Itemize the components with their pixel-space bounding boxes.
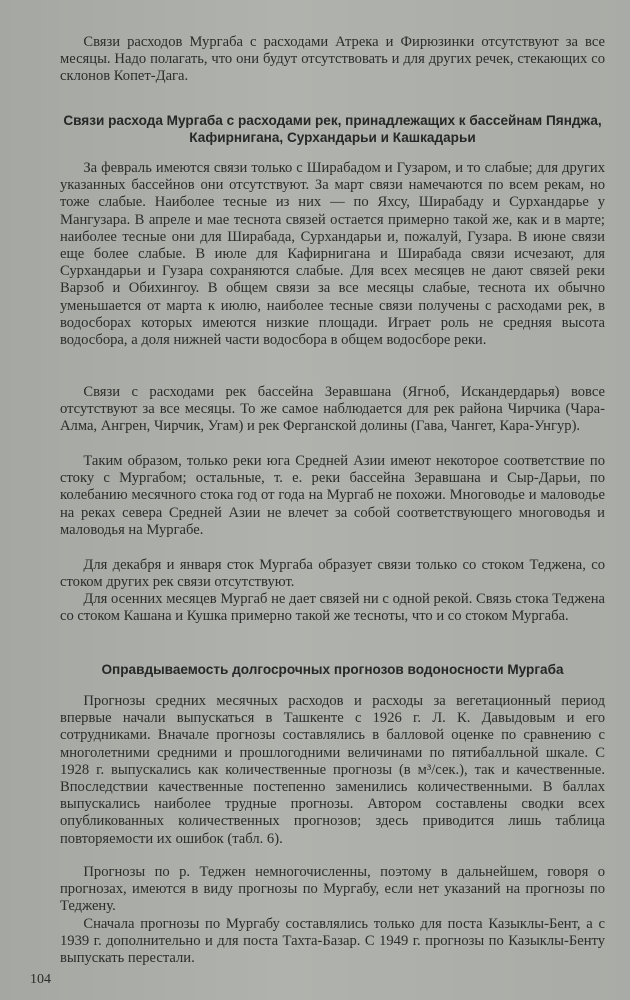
paragraph: Для декабря и января сток Мургаба образует связи только со стоком Теджена, со стоком других рек связи отсутствуют. xyxy=(60,557,605,591)
section-heading-river-connections: Связи расхода Мургаба с расходами рек, принадлежащих к бассейнам Пянджа, Кафирнигана, Сурхандарьи и Кашкадарьи xyxy=(63,113,602,145)
section-heading-forecast-accuracy: Оправдываемость долгосрочных прогнозов водоносности Мургаба xyxy=(101,662,564,677)
paragraph: Для осенних месяцев Мургаб не дает связей ни с одной рекой. Связь стока Теджена со стоком Кашана и Кушка примерно такой же тесноты, что и со стоком Мургаба. xyxy=(60,591,605,625)
paragraph: Прогнозы средних месячных расходов и расходы за вегетационный период впервые начали выпускаться в Ташкенте с 1926 г. Л. К. Давыдовым и его сотрудниками. Вначале прогнозы составлялись в балловой оценке по сравнению с многолетними средними и прошлогодними величинами по пятибалльной шкале. С 1928 г. выпускались как количественные прогнозы (в м³/сек.), так и качественные. Впоследствии качественные постепенно заменились количественными. В баллах выпускались наиболее трудные прогнозы. Автором составлены сводки всех опубликованных количественных прогнозов; здесь приводится лишь таблица повторяемости их ошибок (табл. 6). xyxy=(60,693,605,847)
paragraph: Таким образом, только реки юга Средней Азии имеют некоторое соответствие по стоку с Мургабом; остальные, т. е. реки бассейна Зеравшана и Сыр-Дарьи, по колебанию месячного стока год от года на Мургаб не похожи. Многоводье и маловодье на реках севера Средней Азии не влечет за собой соответствующего многоводья и маловодья на Мургабе. xyxy=(60,453,605,538)
intro-paragraph: Связи расходов Мургаба с расходами Атрека и Фирюзинки отсутствуют за все месяцы. Надо полагать, что они будут отсутствовать и для других речек, стекающих со склонов Копет-Дага. xyxy=(60,34,605,85)
paragraph: Сначала прогнозы по Мургабу составлялись только для поста Казыклы-Бент, а с 1939 г. дополнительно и для поста Тахта-Базар. С 1949 г. прогнозы по Казыклы-Бенту выпускать перестали. xyxy=(60,916,605,967)
paragraph: Связи с расходами рек бассейна Зеравшана (Ягноб, Искандердарья) вовсе отсутствуют за все месяцы. То же самое наблюдается для рек района Чирчика (Чара-Алма, Ангрен, Чирчик, Угам) и рек Ферганской долины (Гава, Чангет, Кара-Унгур). xyxy=(60,384,605,435)
paragraph: За февраль имеются связи только с Ширабадом и Гузаром, и то слабые; для других указанных бассейнов они отсутствуют. За март связи намечаются по всем рекам, но тоже слабые. Наиболее тесные из них — по Яхсу, Ширабаду и Сурхандарье у Мангузара. В апреле и мае теснота связей остается примерно такой же, как и в марте; наиболее тесные они для Ширабада, Сурхандарьи и, пожалуй, Гузара. В июне связи еще более слабые. В июле для Кафирнигана и Ширабада связи исчезают, для Сурхандарьи и Гузара сохраняются слабые. Для всех месяцев не дают связей реки Варзоб и Обихингоу. В общем связи за все месяцы слабые, теснота их обычно уменьшается от марта к июлю, наиболее тесные связи получены с расходами рек, в водосборах которых имеются низкие площади. Играет роль не средняя высота водосбора, а доля нижней части водосбора в общем водосборе реки. xyxy=(60,160,605,349)
paragraph: Прогнозы по р. Теджен немногочисленны, поэтому в дальнейшем, говоря о прогнозах, имеются в виду прогнозы по Мургабу, если нет указаний на прогнозы по Теджену. xyxy=(60,864,605,915)
page-number: 104 xyxy=(30,972,51,987)
